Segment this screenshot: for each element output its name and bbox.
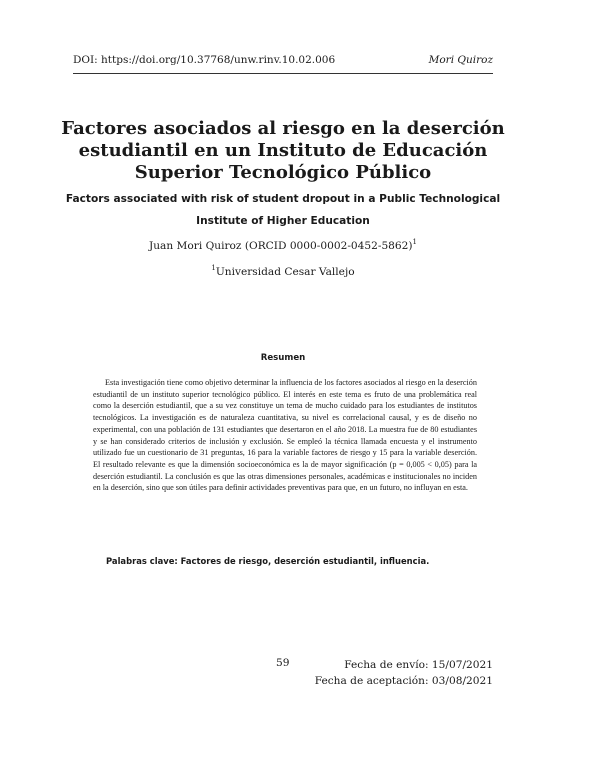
affiliation-marker: 1 — [211, 264, 216, 272]
keywords: Palabras clave: Factores de riesgo, deserción estudiantil, influencia. — [106, 556, 430, 566]
header-rule — [73, 73, 493, 74]
author-affiliation-marker: 1 — [412, 238, 418, 246]
page-number: 59 — [276, 657, 290, 669]
author-name: Juan Mori Quiroz (ORCID 0000-0002-0452-5862) — [148, 240, 413, 252]
abstract-text: Esta investigación tiene como objetivo determinar la influencia de los factores asociados al riesgo en la deserción estudiantil de un instituto superior tecnológico público. El interés en este tema es fruto de una problemática real como la deserción estudiantil, que a su vez constituye un tema de mucho cuidado para los estudiantes de institutos tecnológicos. La investigación es de naturaleza cuantitativa, su nivel es correlacional causal, y es de diseño no experimental, con una población de 131 estudiantes que desertaron en el año 2018. La muestra fue de 80 estudiantes y se han considerado criterios de inclusión y exclusión. Se empleó la técnica llamada encuesta y el instrumento utilizado fue un cuestionario de 31 preguntas, 16 para la variable factores de riesgo y 15 para la variable deserción. El resultado relevante es que la dimensión socioeconómica es la de mayor significación (p = 0,005 < 0,05) para la deserción estudiantil. La conclusión es que las otras dimensiones personales, académicas e institucionales no inciden en la deserción, sino que son útiles para definir actividades preventivas para que, en un futuro, no influyan en esta. — [93, 378, 477, 493]
doi-link[interactable]: DOI: https://doi.org/10.37768/unw.rinv.10.02.006 — [73, 54, 336, 66]
affiliation-line — [60, 266, 506, 278]
paper-subtitle-english: Factors associated with risk of student dropout in a Public Technological Institute of Higher Education — [65, 193, 501, 227]
running-header — [73, 54, 493, 70]
author-line — [60, 240, 506, 252]
abstract-heading: Resumen — [260, 353, 306, 363]
submission-dates — [315, 657, 493, 689]
accepted-date: Fecha de aceptación: 03/08/2021 — [314, 675, 493, 687]
paper-title: Factores asociados al riesgo en la deserción estudiantil en un Instituto de Educación Superior Tecnológico Público — [61, 118, 505, 183]
affiliation-name: Universidad Cesar Vallejo — [215, 266, 355, 278]
running-author: Mori Quiroz — [428, 54, 493, 66]
sent-date: Fecha de envío: 15/07/2021 — [344, 659, 493, 671]
